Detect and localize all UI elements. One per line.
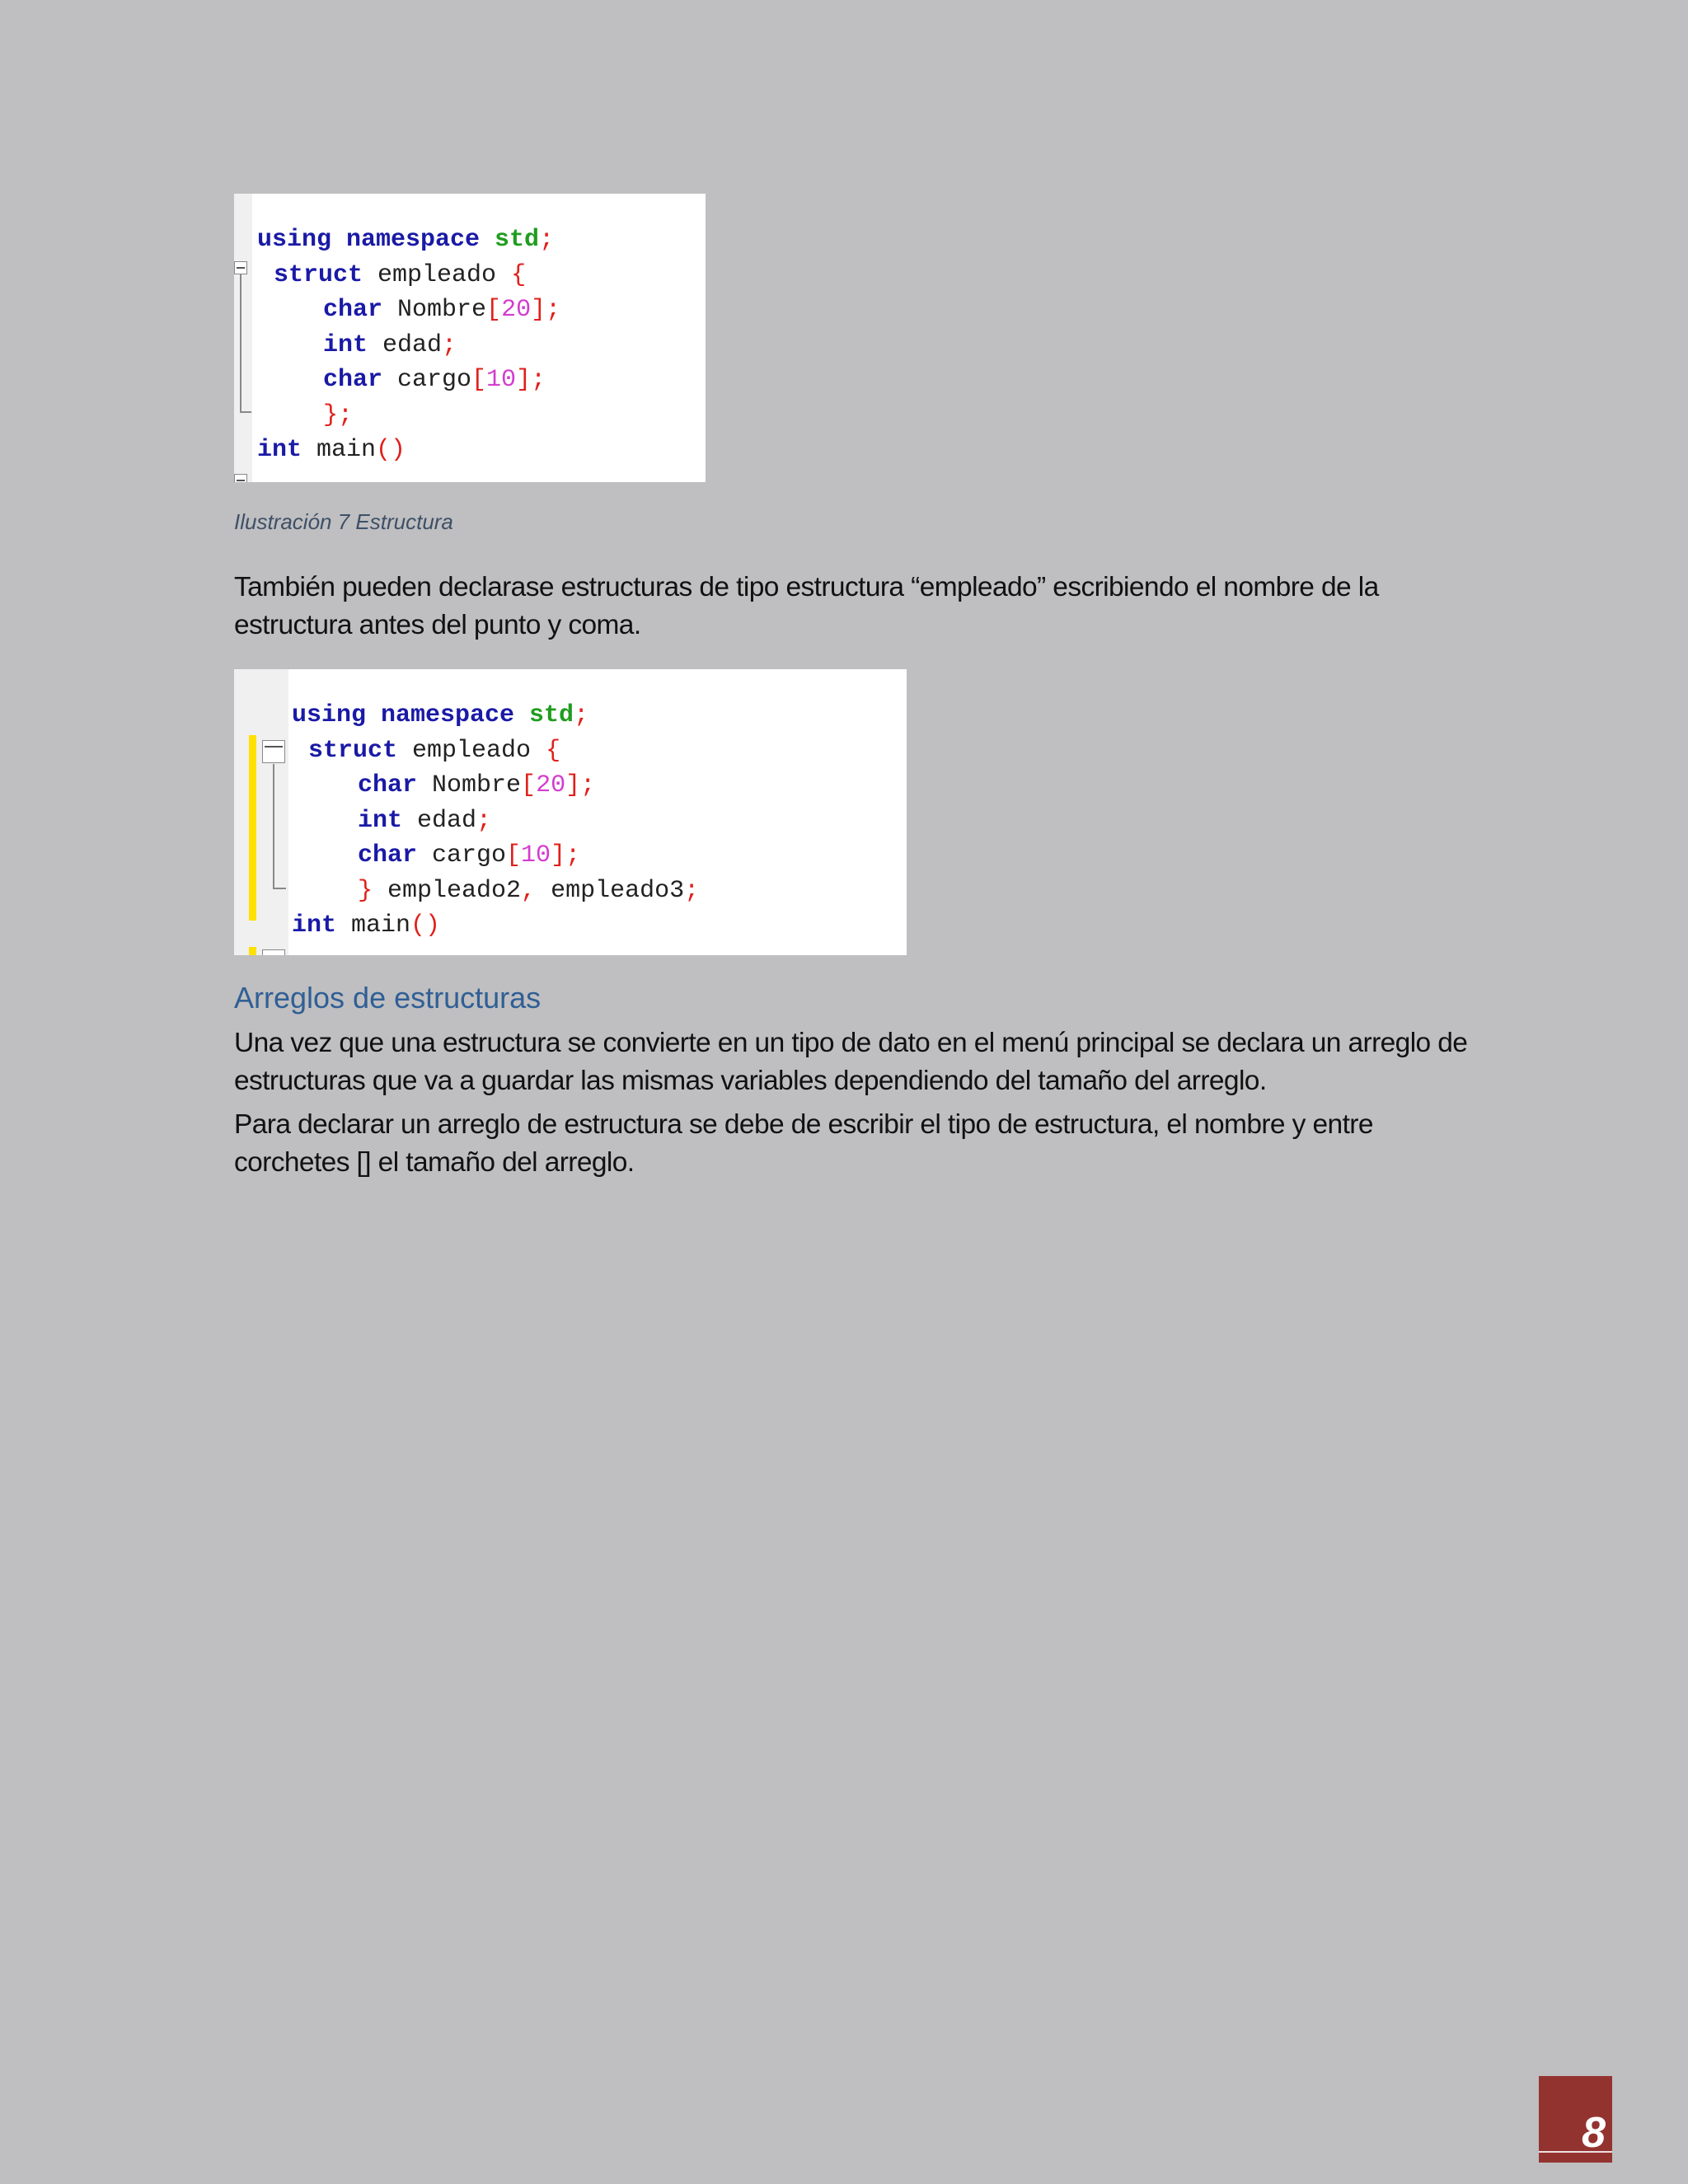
figure-caption: Ilustración 7 Estructura: [234, 509, 453, 534]
code-screenshot-2: [234, 669, 907, 955]
code-line: using namespace std;: [257, 226, 555, 254]
fold-collapse-icon: [262, 949, 285, 955]
change-marker: [249, 735, 256, 921]
code-line: int main(): [257, 436, 406, 464]
code-line: using namespace std;: [292, 701, 589, 729]
code-line: int edad;: [358, 807, 492, 835]
code-line: struct empleado {: [308, 737, 561, 765]
code-screenshot-1: [234, 194, 706, 482]
page-number: 8: [1582, 2109, 1606, 2157]
body-paragraph: Para declarar un arreglo de estructura se debe de escribir el tipo de estructura, el nombre y entre corchetes [] el tamaño del arreglo.: [234, 1109, 1373, 1178]
page-number-badge: [1539, 2076, 1612, 2163]
fold-collapse-icon: [234, 474, 247, 482]
section-heading: Arreglos de estructuras: [234, 981, 542, 1015]
code-line: int main(): [292, 912, 441, 940]
code-line: char cargo[10];: [358, 841, 581, 869]
code-line: char Nombre[20];: [358, 771, 596, 799]
code-line: } empleado2, empleado3;: [358, 877, 700, 905]
body-paragraph: Una vez que una estructura se convierte en un tipo de dato en el menú principal se declara un arreglo de estructuras que va a guardar las mismas variables dependiendo del tamaño del arreglo.: [234, 1028, 1468, 1096]
code-line: char Nombre[20];: [323, 296, 561, 324]
code-line: struct empleado {: [274, 261, 527, 289]
code-line: };: [323, 401, 354, 429]
fold-collapse-icon: [234, 261, 247, 274]
change-marker: [249, 947, 256, 955]
code-line: char cargo[10];: [323, 366, 546, 394]
body-paragraph: También pueden declarase estructuras de tipo estructura “empleado” escribiendo el nombre de la estructura antes del punto y coma.: [234, 572, 1379, 640]
code-line: int edad;: [323, 331, 457, 359]
fold-collapse-icon: [262, 740, 285, 763]
